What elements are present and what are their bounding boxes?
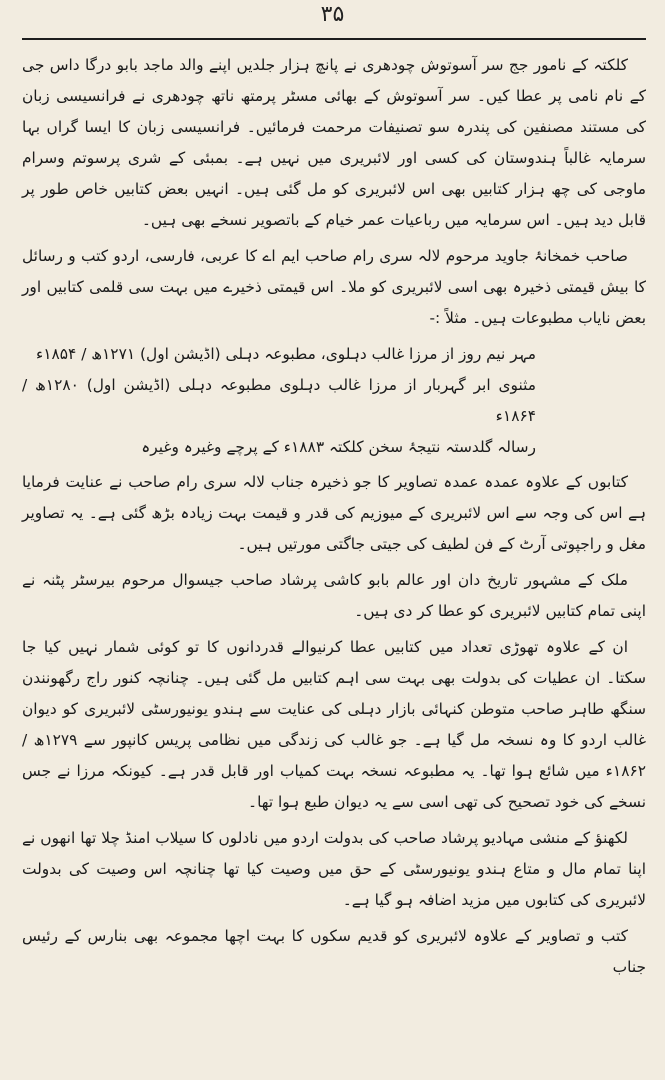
- page-body: [22, 50, 646, 1070]
- list-item: مہر نیم روز از مرزا غالب دہلوی، مطبوعہ دہلی (اڈیشن اول) ۱۲۷۱ھ / ۱۸۵۴ء: [35, 345, 536, 363]
- rare-publications-list: [22, 339, 646, 463]
- paragraph-coins: کتب و تصاویر کے علاوہ لائبریری کو قدیم سکوں کا بہت اچھا مجموعہ بھی بنارس کے رئیس جناب: [22, 927, 646, 976]
- paragraph-library-donations: کلکتہ کے نامور جج سر آسوتوش چودھری نے پانچ ہزار جلدیں اپنے والد ماجد بابو درگا داس جی کے نام نامی پر عطا کیں۔ سر آسوتوش کے بھائی مسٹر پرمتھ ناتھ چودھری نے فرانسیسی زبان کی مستند مصنفین کی پندرہ سو تصنیفات مرحمت فرمائیں۔ فرانسیسی زبان کا ایسا گراں بہا سرمایہ غالباً ہندوستان کی کسی اور لائبریری میں نہیں ہے۔ بمبئی کے شری پرسوتم وسرام ماوجی کی چھ ہزار کتابیں بھی اس لائبریری کو مل گئی ہیں۔ انہیں بعض کتابیں خاص طور پر قابل دید ہیں۔ اس سرمایہ میں رباعیات عمر خیام کے باتصویر نسخے بھی ہیں۔: [22, 56, 646, 229]
- list-item: رسالہ گلدستہ نتیجۂ سخن کلکتہ ۱۸۸۳ء کے پرچے وغیرہ وغیرہ: [141, 438, 536, 456]
- paragraph-sri-ram-collection: صاحب خمخانۂ جاوید مرحوم لالہ سری رام صاحب ایم اے کا عربی، فارسی، اردو کتب و رسائل کا بیش قیمتی ذخیرہ بھی اسی لائبریری کو ملا۔ اس قیمتی ذخیرے میں بہت سی قلمی کتابیں اور بعض نایاب مطبوعات ہیں۔ مثلاً :-: [22, 247, 646, 327]
- paragraph-paintings: کتابوں کے علاوہ عمدہ عمدہ تصاویر کا جو ذخیرہ جناب لالہ سری رام صاحب نے عنایت فرمایا ہے اس کی وجہ سے اس لائبریری کے میوزیم کی قدر و قیمت بہت زیادہ بڑھ گئی ہے۔ یہ تصاویر مغل و راجپوتی آرٹ کے فن لطیف کی جیتی جاگتی مورتیں ہیں۔: [22, 473, 646, 553]
- paragraph-mahadev-prasad: لکھنؤ کے منشی مہادیو پرشاد صاحب کی بدولت اردو میں نادلوں کا سیلاب امنڈ چلا تھا انھوں نے اپنا تمام مال و متاع ہندو یونیورسٹی کے حق میں وصیت کیا تھا چنانچہ اس وصیت کی بدولت لائبریری کی کتابوں میں مزید اضافہ ہو گیا ہے۔: [22, 829, 646, 909]
- paragraph-jaiswal-books: ملک کے مشہور تاریخ دان اور عالم بابو کاشی پرشاد صاحب جیسوال مرحوم بیرسٹر پٹنہ نے اپنی تمام کتابیں لائبریری کو عطا کر دی ہیں۔: [22, 571, 646, 620]
- header-rule: [22, 38, 646, 40]
- page-number: ۳۵: [320, 2, 345, 27]
- list-item: مثنوی ابر گہربار از مرزا غالب دہلوی مطبوعہ دہلی (اڈیشن اول) ۱۲۸۰ھ / ۱۸۶۴ء: [22, 376, 537, 425]
- paragraph-ghalib-diwan: ان کے علاوہ تھوڑی تعداد میں کتابیں عطا کرنیوالے قدردانوں کا تو کوئی شمار نہیں کیا جا سکتا۔ ان عطیات کی بدولت بھی بہت سی اہم کتابیں مل گئی ہیں۔ چنانچہ کنور راج رگھونندن سنگھ طاہر صاحب متوطن کنہائی بازار دہلی کی عنایت سے ہندو یونیورسٹی لائبریری کو دیوان غالب اردو کا وہ نسخہ مل گیا ہے۔ جو غالب کی زندگی میں نظامی پریس کانپور سے ۱۲۷۹ھ / ۱۸۶۲ء میں شائع ہوا تھا۔ یہ مطبوعہ نسخہ بہت کمیاب اور قابل قدر ہے۔ کیونکہ مرزا نے جس نسخے کی خود تصحیح کی تھی اسی سے یہ دیوان طبع ہوا تھا۔: [22, 638, 646, 811]
